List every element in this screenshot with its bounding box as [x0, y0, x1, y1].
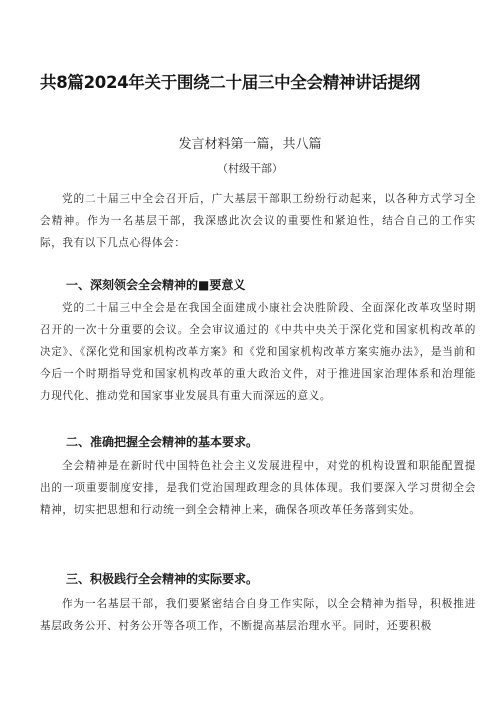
intro-paragraph: 党的二十届三中全会召开后，广大基层干部职工纷纷行动起来，以各种方式学习全会精神。作为一名基层干部，我深感此次会议的重要性和紧迫性，结合自己的工作实际，我有以下几点心得体会： [40, 193, 476, 249]
author-byline: （村级干部） [217, 162, 283, 175]
document-title: 共8篇2024年关于围绕二十届三中全会精神讲话提纲 [40, 73, 420, 92]
section-body-1: 党的二十届三中全会是在我国全面建成小康社会决胜阶段、全面深化改革攻坚时期召开的一次十分重要的会议。全会审议通过的《中共中央关于深化党和国家机构改革的决定》、《深化党和国家机构改革方案》和《党和国家机构改革方案实施办法》，是当前和今后一个时期指导党和国家机构改革的重大政治文件，对于推进国家治理体系和治理能力现代化、推动党和国家事业发展具有重大而深远的意义。 [40, 302, 476, 402]
section-heading-1: 一、深刻领会全会精神的■要意义 [66, 278, 246, 292]
section-heading-3: 三、积极践行全会精神的实际要求。 [66, 572, 259, 586]
section-body-2: 全会精神是在新时代中国特色社会主义发展进程中，对党的机构设置和职能配置提出的一项重要制度安排，是我们党治国理政理念的具体体现。我们要深入学习贯彻全会精神，切实把思想和行动统一到全会精神上来，确保各项改革任务落到实处。 [40, 460, 476, 516]
section-body-3: 作为一名基层干部，我们要紧密结合自身工作实际，以全会精神为指导，积极推进基层政务公开、村务公开等各项工作，不断提高基层治理水平。同时，还要积极 [40, 598, 476, 632]
document-subtitle: 发言材料第一篇，共八篇 [178, 137, 322, 152]
section-heading-2: 二、准确把握全会精神的基本要求。 [66, 435, 259, 449]
